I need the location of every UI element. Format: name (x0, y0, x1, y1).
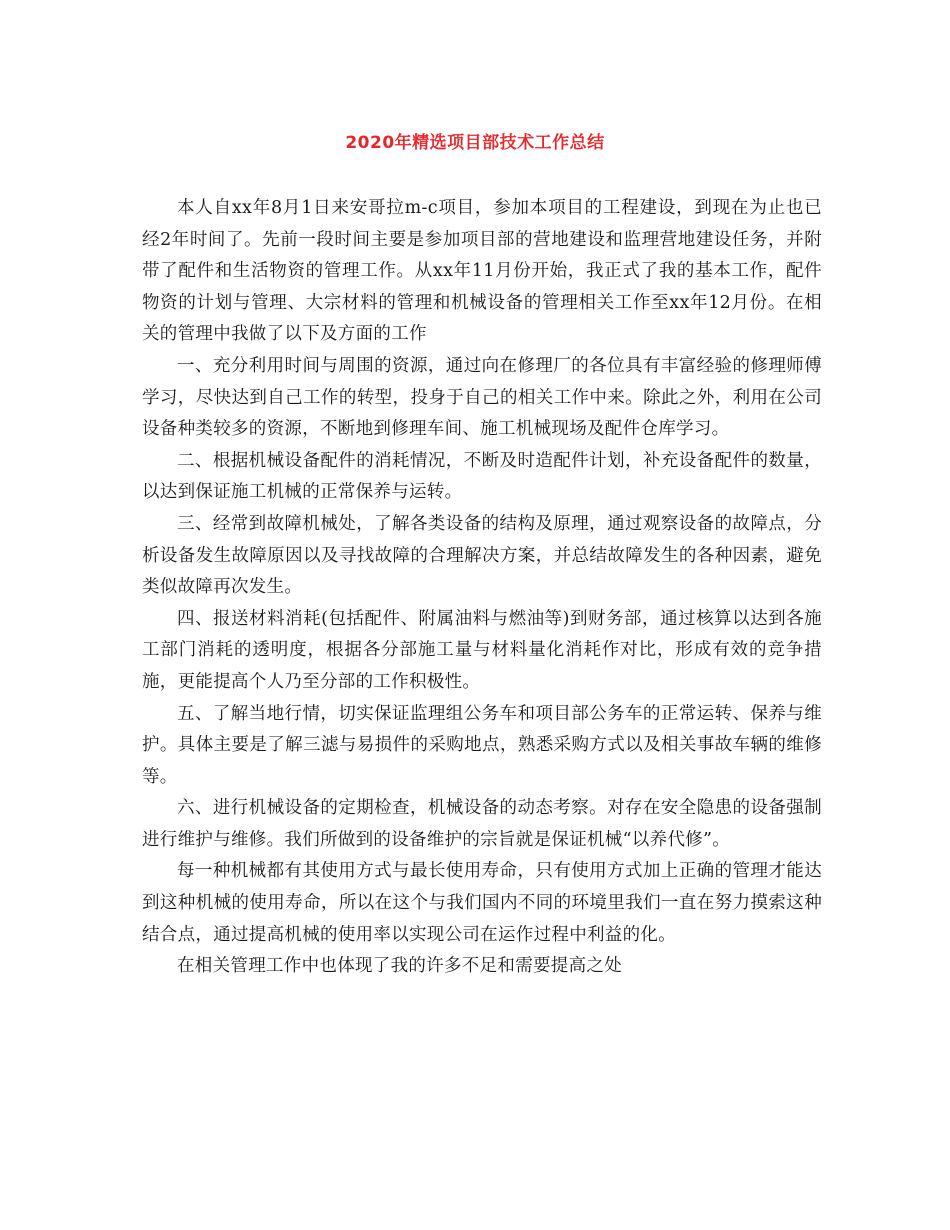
document-title: 2020年精选项目部技术工作总结 (345, 133, 605, 153)
paragraph: 五、了解当地行情，切实保证监理组公务车和项目部公务车的正常运转、保养与维护。具体主要是了解三滤与易损件的采购地点，熟悉采购方式以及相关事故车辆的维修等。 (142, 703, 822, 787)
paragraph: 每一种机械都有其使用方式与最长使用寿命，只有使用方式加上正确的管理才能达到这种机械的使用寿命，所以在这个与我们国内不同的环境里我们一直在努力摸索这种结合点，通过提高机械的使用率以实现公司在运作过程中利益的化。 (142, 861, 822, 945)
paragraph: 一、充分利用时间与周围的资源，通过向在修理厂的各位具有丰富经验的修理师傅学习，尽快达到自己工作的转型，投身于自己的相关工作中来。除此之外，利用在公司设备种类较多的资源，不断地到修理车间、施工机械现场及配件仓库学习。 (142, 355, 822, 440)
paragraph: 四、报送材料消耗(包括配件、附属油料与燃油等)到财务部，通过核算以达到各施工部门消耗的透明度，根据各分部施工量与材料量化消耗作对比，形成有效的竞争措施，更能提高个人乃至分部的工作积极性。 (142, 608, 822, 692)
paragraph: 三、经常到故障机械处，了解各类设备的结构及原理，通过观察设备的故障点，分析设备发生故障原因以及寻找故障的合理解决方案，并总结故障发生的各种因素，避免类似故障再次发生。 (142, 513, 822, 598)
paragraph: 六、进行机械设备的定期检查，机械设备的动态考察。对存在安全隐患的设备强制进行维护与维修。我们所做到的设备维护的宗旨就是保证机械“以养代修”。 (142, 798, 822, 850)
paragraph: 在相关管理工作中也体现了我的许多不足和需要提高之处 (177, 956, 622, 977)
paragraph: 二、根据机械设备配件的消耗情况，不断及时造配件计划，补充设备配件的数量，以达到保证施工机械的正常保养与运转。 (142, 450, 822, 503)
paragraph: 本人自xx年8月1日来安哥拉m-c项目，参加本项目的工程建设，到现在为止也已经2年时间了。先前一段时间主要是参加项目部的营地建设和监理营地建设任务，并附带了配件和生活物资的管理工作。从xx年11月份开始，我正式了我的基本工作，配件物资的计划与管理、大宗材料的管理和机械设备的管理相关工作至xx年12月份。在相关的管理中我做了以下及方面的工作 (142, 198, 822, 345)
document-body (142, 193, 822, 983)
